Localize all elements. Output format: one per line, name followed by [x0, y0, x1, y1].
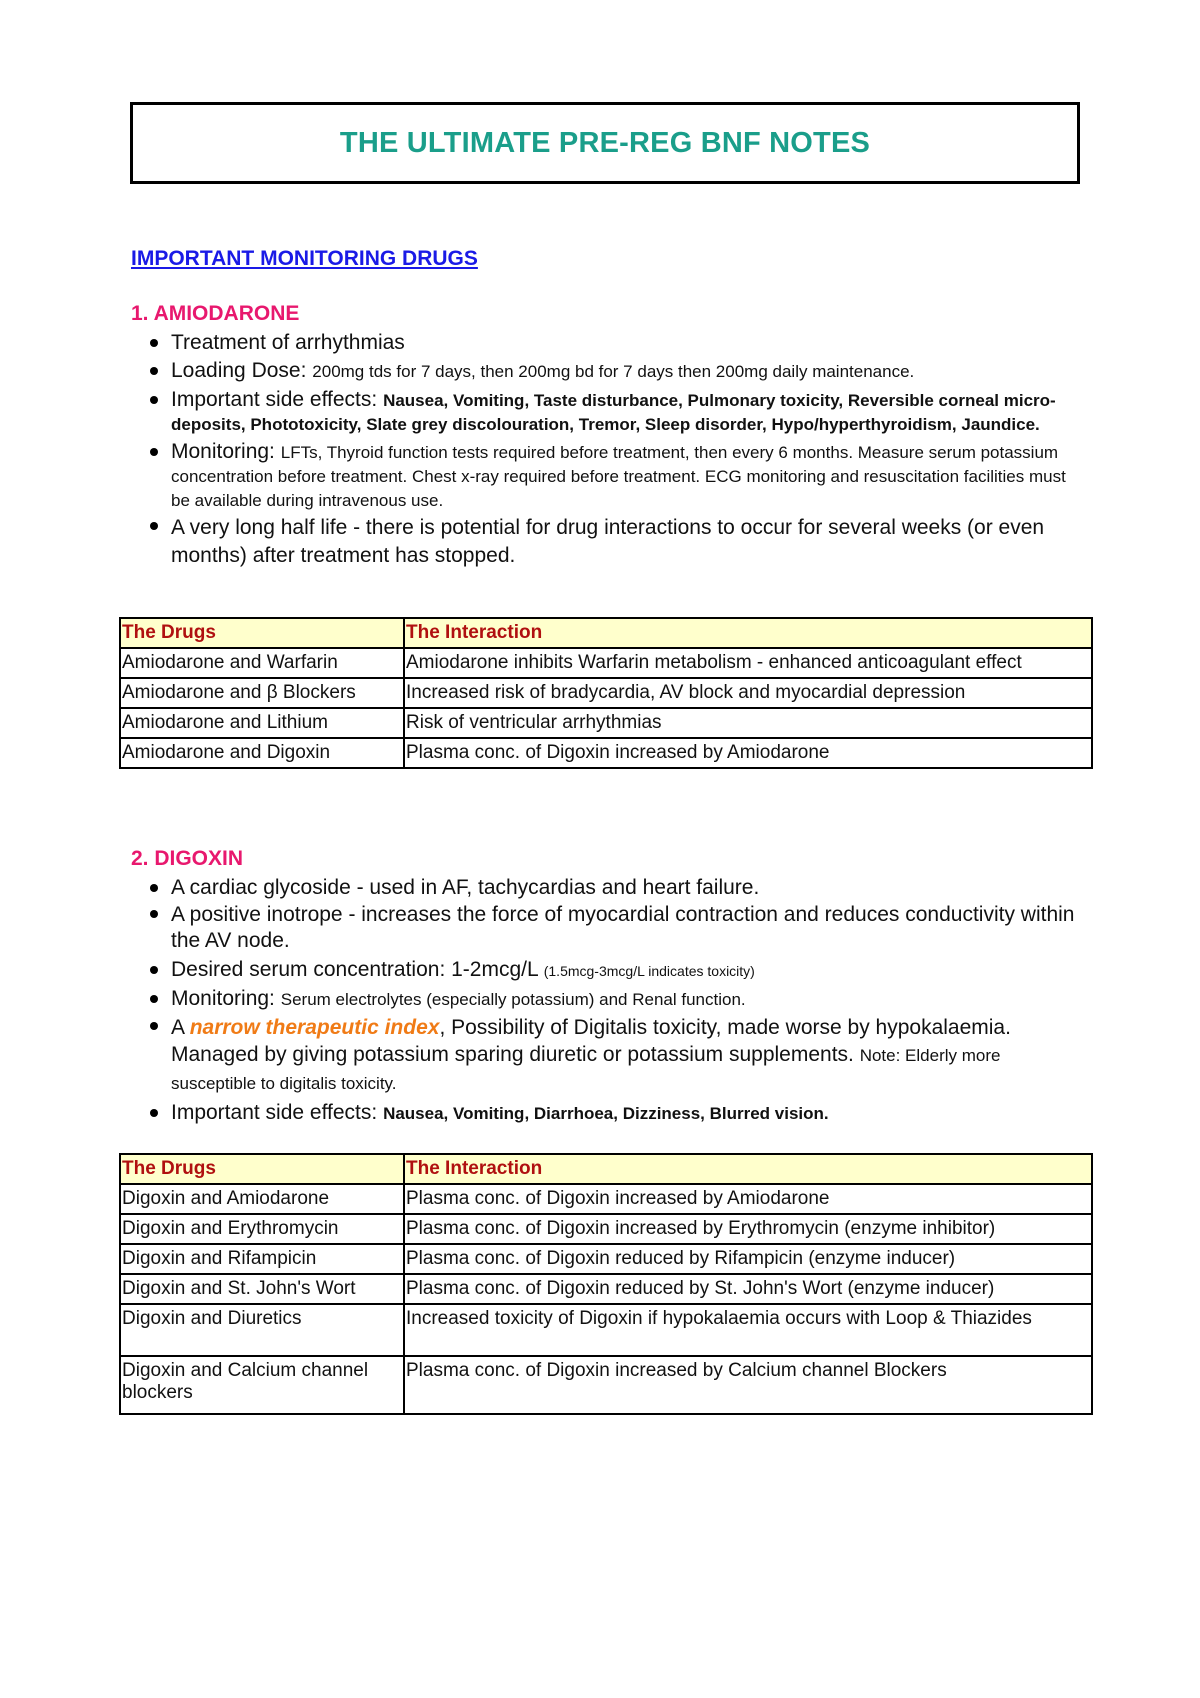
- column-header-drugs: The Drugs: [120, 618, 404, 648]
- list-item: A narrow therapeutic index, Possibility of Digitalis toxicity, made worse by hypokalaemia. Managed by giving potassium sparing diuretic or potassium supplements. Note: Elderly more susceptible to digitalis toxicity.: [150, 1014, 1080, 1097]
- digoxin-interaction-table: [119, 1153, 1093, 1415]
- table-row: [120, 678, 1092, 708]
- digoxin-heading: 2. DIGOXIN: [131, 847, 244, 870]
- digoxin-bullet-list: [150, 876, 1080, 1130]
- amiodarone-interaction-table: [119, 617, 1093, 769]
- table-row: [120, 1304, 1092, 1356]
- list-item: Desired serum concentration: 1-2mcg/L (1.5mcg-3mcg/L indicates toxicity): [150, 958, 1080, 983]
- drugs-cell: Digoxin and Calcium channel blockers: [120, 1356, 404, 1414]
- drugs-cell: Amiodarone and Warfarin: [120, 648, 404, 678]
- drugs-cell: Amiodarone and β Blockers: [120, 678, 404, 708]
- drugs-cell: Amiodarone and Lithium: [120, 708, 404, 738]
- drugs-cell: Digoxin and Rifampicin: [120, 1244, 404, 1274]
- table-row: [120, 1184, 1092, 1214]
- drugs-cell: Digoxin and Diuretics: [120, 1304, 404, 1356]
- table-row: [120, 1244, 1092, 1274]
- interaction-cell: Risk of ventricular arrhythmias: [404, 708, 1092, 738]
- column-header-interaction: The Interaction: [404, 1154, 1092, 1184]
- interaction-cell: Amiodarone inhibits Warfarin metabolism - enhanced anticoagulant effect: [404, 648, 1092, 678]
- interaction-cell: Increased risk of bradycardia, AV block and myocardial depression: [404, 678, 1092, 708]
- interaction-cell: Plasma conc. of Digoxin increased by Amiodarone: [404, 738, 1092, 768]
- table-row: [120, 708, 1092, 738]
- list-item: Treatment of arrhythmias: [150, 331, 1080, 355]
- list-item: A positive inotrope - increases the force of myocardial contraction and reduces conductivity within the AV node.: [150, 902, 1080, 954]
- list-item: Important side effects: Nausea, Vomiting, Taste disturbance, Pulmonary toxicity, Reversible corneal micro-deposits, Phototoxicity, Slate grey discolouration, Tremor, Sleep disorder, Hypo/hyperthyroidism, Jaundice.: [150, 388, 1080, 436]
- interaction-cell: Increased toxicity of Digoxin if hypokalaemia occurs with Loop & Thiazides: [404, 1304, 1092, 1356]
- interaction-cell: Plasma conc. of Digoxin increased by Amiodarone: [404, 1184, 1092, 1214]
- section-heading: IMPORTANT MONITORING DRUGS: [131, 247, 478, 270]
- drugs-cell: Digoxin and Erythromycin: [120, 1214, 404, 1244]
- column-header-interaction: The Interaction: [404, 618, 1092, 648]
- table-header-row: [120, 618, 1092, 648]
- drugs-cell: Amiodarone and Digoxin: [120, 738, 404, 768]
- table-row: [120, 648, 1092, 678]
- interaction-cell: Plasma conc. of Digoxin reduced by St. John's Wort (enzyme inducer): [404, 1274, 1092, 1304]
- document-title: THE ULTIMATE PRE-REG BNF NOTES: [339, 126, 871, 159]
- list-item: A very long half life - there is potential for drug interactions to occur for several weeks (or even months) after treatment has stopped.: [150, 514, 1080, 570]
- narrow-therapeutic-index-highlight: narrow therapeutic index: [189, 1016, 440, 1039]
- table-row: [120, 738, 1092, 768]
- interaction-cell: Plasma conc. of Digoxin increased by Calcium channel Blockers: [404, 1356, 1092, 1414]
- amiodarone-heading: 1. AMIODARONE: [131, 302, 300, 325]
- title-box: [130, 102, 1080, 184]
- list-item: Important side effects: Nausea, Vomiting, Diarrhoea, Dizziness, Blurred vision.: [150, 1101, 1080, 1126]
- drugs-cell: Digoxin and St. John's Wort: [120, 1274, 404, 1304]
- amiodarone-bullet-list: [150, 331, 1080, 574]
- column-header-drugs: The Drugs: [120, 1154, 404, 1184]
- list-item: Monitoring: Serum electrolytes (especially potassium) and Renal function.: [150, 987, 1080, 1012]
- interaction-cell: Plasma conc. of Digoxin increased by Erythromycin (enzyme inhibitor): [404, 1214, 1092, 1244]
- list-item: Monitoring: LFTs, Thyroid function tests required before treatment, then every 6 months. Measure serum potassium concentration before treatment. Chest x-ray required before treatment. ECG monitoring and resuscitation facilities must be available during intravenous use.: [150, 440, 1080, 512]
- list-item: Loading Dose: 200mg tds for 7 days, then 200mg bd for 7 days then 200mg daily maintenance.: [150, 359, 1080, 384]
- table-row: [120, 1356, 1092, 1414]
- table-row: [120, 1274, 1092, 1304]
- table-row: [120, 1214, 1092, 1244]
- drugs-cell: Digoxin and Amiodarone: [120, 1184, 404, 1214]
- list-item: A cardiac glycoside - used in AF, tachycardias and heart failure.: [150, 876, 1080, 900]
- table-header-row: [120, 1154, 1092, 1184]
- interaction-cell: Plasma conc. of Digoxin reduced by Rifampicin (enzyme inducer): [404, 1244, 1092, 1274]
